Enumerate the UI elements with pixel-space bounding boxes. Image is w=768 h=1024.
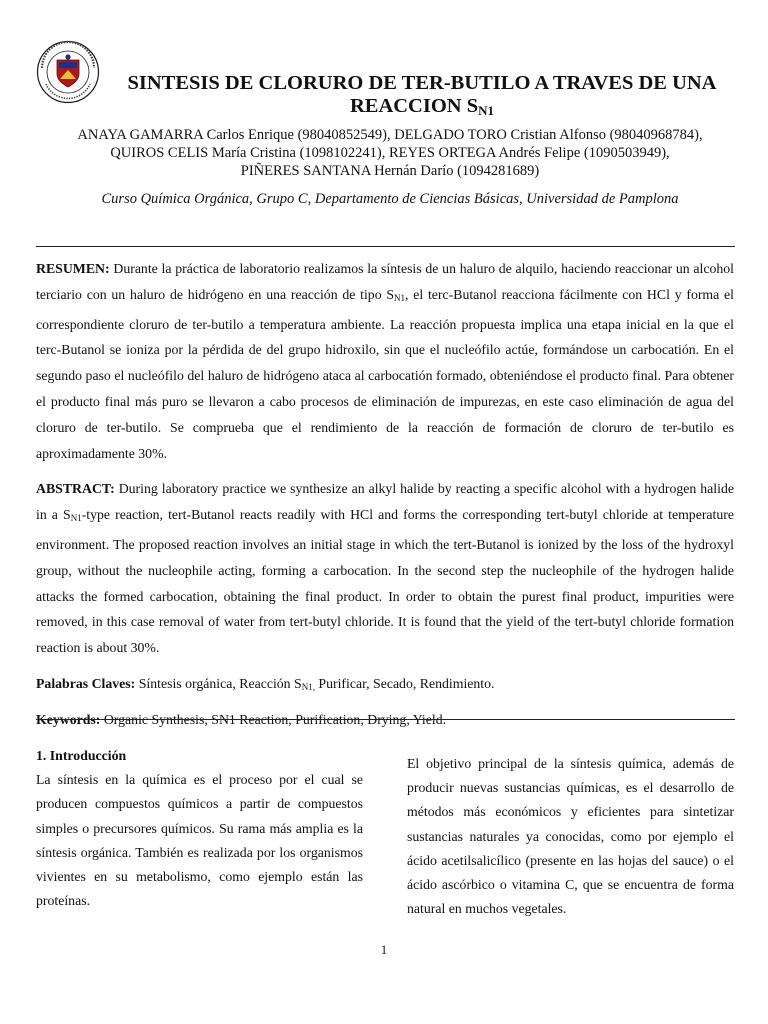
paper-title-subscript: N1 bbox=[478, 103, 495, 118]
affiliation: Curso Química Orgánica, Grupo C, Departamento de Ciencias Básicas, Universidad de Pamplona bbox=[101, 191, 679, 207]
top-divider bbox=[36, 246, 735, 247]
section-heading-introduccion: 1. Introducción bbox=[36, 748, 127, 763]
abstract-subscript: N1 bbox=[70, 513, 82, 524]
paper-title bbox=[112, 72, 732, 122]
authors-line-3: PIÑERES SANTANA Hernán Darío (1094281689) bbox=[240, 163, 540, 179]
palabras-claves-subscript: N1, bbox=[301, 681, 315, 692]
author-list bbox=[40, 126, 740, 180]
keywords-text: Organic Synthesis, SN1 Reaction, Purification, Drying, Yield. bbox=[100, 711, 447, 727]
palabras-claves-paragraph bbox=[36, 671, 734, 701]
page-number: 1 bbox=[380, 943, 388, 957]
abstract-text-2: -type reaction, tert-Butanol reacts readily with HCl and forms the corresponding tert-butyl chloride at temperature environment. The proposed reaction involves an initial stage in which the tert-Butanol is ionized by the loss of the hydroxyl group, without the nucleophile acting, forming a carbocation. In the second step the nucleophile of the hydrogen halide attacks the formed carbocation, obtaining the final product. In order to obtain the purest final product, impurities were removed, in this case removal of water from tert-butyl chloride. It is found that the yield of the tert-butyl chloride formation reaction is about 30%. bbox=[36, 507, 734, 656]
authors-line-2: QUIROS CELIS María Cristina (1098102241), REYES ORTEGA Andrés Felipe (1090503949), bbox=[110, 145, 670, 161]
introduccion-right-paragraph: El objetivo principal de la síntesis química, además de producir nuevas sustancias químicas, es el desarrollo de métodos más económicos y eficientes para sintetizar sustancias naturales ya conocidas, como por ejemplo el ácido acetilsalicílico (presente en las hojas del sauce) o el ácido ascórbico o vitamina C, que se encuentra de forma natural en muchos vegetales. bbox=[407, 756, 734, 917]
palabras-claves-label: Palabras Claves: bbox=[36, 675, 136, 691]
abstract-block bbox=[36, 256, 734, 739]
keywords-label: Keywords: bbox=[36, 711, 101, 727]
authors-line-1: ANAYA GAMARRA Carlos Enrique (98040852549), DELGADO TORO Cristian Alfonso (98040968784), bbox=[77, 127, 703, 143]
introduccion-left-paragraph: La síntesis en la química es el proceso por el cual se producen compuestos químicos a partir de compuestos simples o precursores químicos. Su rama más amplia es la síntesis orgánica. También es realizada por los organismos vivientes en su metabolismo, como ejemplo están las proteínas. bbox=[36, 772, 363, 909]
bottom-divider bbox=[36, 719, 735, 720]
right-column bbox=[407, 752, 734, 921]
abstract-paragraph bbox=[36, 476, 734, 661]
resumen-label: RESUMEN: bbox=[36, 261, 110, 276]
palabras-claves-text-2: Purificar, Secado, Rendimiento. bbox=[314, 675, 495, 691]
university-seal-logo bbox=[36, 40, 100, 104]
resumen-text-2: , el terc-Butanol reacciona fácilmente con HCl y forma el correspondiente cloruro de ter-butilo a temperatura ambiente. La reacción propuesta implica una etapa inicial en la que el terc-Butanol se ioniza por la pérdida de del grupo hidroxilo, sin que el nucleófilo actúe, formándose un carbocatión. En el segundo paso el nucleófilo del haluro de hidrógeno ataca al carbocatión formado, obteniéndose el producto final. Para obtener el producto final más puro se llevaron a cabo procesos de eliminación de impurezas, en este caso eliminación de agua del cloruro de ter-butilo. Se comprueba que el rendimiento de la reacción de formación de cloruro de ter-butilo es aproximadamente 30%. bbox=[36, 286, 735, 461]
paper-title-main: SINTESIS DE CLORURO DE TER-BUTILO A TRAVES DE UNA REACCION S bbox=[127, 72, 717, 117]
palabras-claves-text-1: Síntesis orgánica, Reacción S bbox=[135, 675, 302, 691]
resumen-subscript: N1 bbox=[394, 292, 406, 303]
resumen-paragraph bbox=[36, 256, 734, 466]
resumen-text-1: Durante la práctica de laboratorio realizamos la síntesis de un haluro de alquilo, haciendo reaccionar un alcohol terciario con un haluro de hidrógeno en una reacción de tipo S bbox=[36, 261, 734, 302]
abstract-label: ABSTRACT: bbox=[36, 481, 115, 497]
abstract-text-1: During laboratory practice we synthesize an alkyl halide by reacting a specific alcohol with a hydrogen halide in a S bbox=[36, 481, 734, 523]
left-column bbox=[36, 744, 363, 913]
